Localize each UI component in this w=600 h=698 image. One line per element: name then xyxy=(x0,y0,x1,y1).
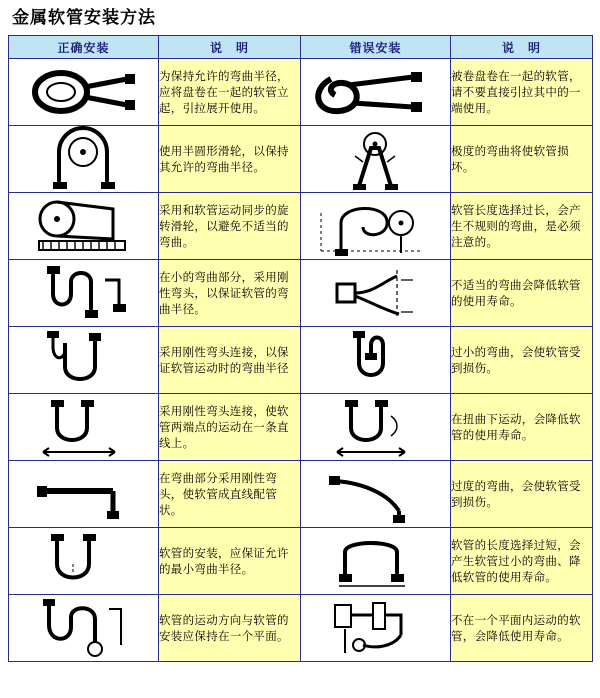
wrong-illustration-cell xyxy=(301,461,451,528)
wrong-illustration-cell xyxy=(301,126,451,193)
table-row xyxy=(9,260,593,327)
correct-description: 使用半圆形滑轮，以保持其允许的弯曲半径。 xyxy=(159,126,301,193)
wrong-illustration-cell xyxy=(301,595,451,662)
header-wrong-install: 错误安装 xyxy=(301,36,451,59)
wrong-illustration-cell xyxy=(301,260,451,327)
correct-illustration-cell xyxy=(9,327,159,394)
out-of-plane-motion-icon xyxy=(301,595,449,661)
correct-illustration-cell xyxy=(9,461,159,528)
correct-description: 软管的安装，应保证允许的最小弯曲半径。 xyxy=(159,528,301,595)
correct-description: 在弯曲部分采用刚性弯头，使软管成直线配管状。 xyxy=(159,461,301,528)
coiled-hose-pulled-icon xyxy=(301,59,449,125)
wrong-description: 在扭曲下运动，会降低软管的使用寿命。 xyxy=(451,394,593,461)
correct-description: 在小的弯曲部分，采用刚性弯头，以保证软管的弯曲半径。 xyxy=(159,260,301,327)
rigid-elbow-connection-icon xyxy=(9,327,157,393)
min-bend-radius-install-icon xyxy=(9,528,157,594)
table-body xyxy=(9,59,593,662)
correct-illustration-cell xyxy=(9,126,159,193)
correct-illustration-cell xyxy=(9,394,159,461)
table-row xyxy=(9,59,593,126)
table-row xyxy=(9,461,593,528)
wrong-illustration-cell xyxy=(301,59,451,126)
correct-description: 采用刚性弯头连接，以保证软管运动时的弯曲半径 xyxy=(159,327,301,394)
rotating-sheave-chain-icon xyxy=(9,193,157,259)
sharp-bend-sheave-icon xyxy=(301,126,449,192)
table-row xyxy=(9,595,593,662)
rigid-bend-small-radius-icon xyxy=(9,260,157,326)
wrong-description: 过小的弯曲，会使软管受到损伤。 xyxy=(451,327,593,394)
correct-description: 采用刚性弯头连接，使软管两端点的运动在一条直线上。 xyxy=(159,394,301,461)
wrong-illustration-cell xyxy=(301,327,451,394)
wrong-description: 软管长度选择过长，会产生不规则的弯曲，是必须注意的。 xyxy=(451,193,593,260)
wrong-description: 不适当的弯曲会降低软管的使用寿命。 xyxy=(451,260,593,327)
long-hose-loop-icon xyxy=(301,193,449,259)
excessive-bend-icon xyxy=(301,461,449,527)
correct-description: 采用和软管运动同步的旋转滑轮，以避免不适当的弯曲。 xyxy=(159,193,301,260)
improper-bend-icon xyxy=(301,260,449,326)
table-row xyxy=(9,327,593,394)
header-row xyxy=(9,36,593,59)
semicircular-sheave-icon xyxy=(9,126,157,192)
wrong-description: 软管的长度选择过短，会产生软管过小的弯曲、降低软管的使用寿命。 xyxy=(451,528,593,595)
header-correct-desc: 说 明 xyxy=(159,36,301,59)
correct-description: 软管的运动方向与软管的安装应保持在一个平面。 xyxy=(159,595,301,662)
twisting-motion-icon xyxy=(301,394,449,460)
coiled-hose-icon xyxy=(9,59,157,125)
wrong-illustration-cell xyxy=(301,528,451,595)
wrong-description: 极度的弯曲将使软管损坏。 xyxy=(451,126,593,193)
correct-description: 为保持允许的弯曲半径，应将盘卷在一起的软管立起，引拉展开使用。 xyxy=(159,59,301,126)
wrong-illustration-cell xyxy=(301,193,451,260)
wrong-description: 过度的弯曲，会使软管受到损伤。 xyxy=(451,461,593,528)
correct-illustration-cell xyxy=(9,528,159,595)
same-plane-motion-icon xyxy=(9,595,157,661)
correct-illustration-cell xyxy=(9,595,159,662)
over-long-hose-icon xyxy=(301,528,449,594)
header-wrong-desc: 说 明 xyxy=(451,36,593,59)
straight-pipe-elbow-icon xyxy=(9,461,157,527)
too-small-bend-icon xyxy=(301,327,449,393)
hose-installation-table xyxy=(8,35,593,662)
wrong-description: 被卷盘卷在一起的软管，请不要直接引拉其中的一端使用。 xyxy=(451,59,593,126)
header-correct-install: 正确安装 xyxy=(9,36,159,59)
page-title: 金属软管安装方法 xyxy=(12,8,156,28)
table-row xyxy=(9,193,593,260)
table-row xyxy=(9,394,593,461)
table-row xyxy=(9,126,593,193)
wrong-description: 不在一个平面内运动的软管，会降低使用寿命。 xyxy=(451,595,593,662)
straight-line-motion-icon xyxy=(9,394,157,460)
table-header xyxy=(9,36,593,59)
correct-illustration-cell xyxy=(9,260,159,327)
wrong-illustration-cell xyxy=(301,394,451,461)
table-row xyxy=(9,528,593,595)
correct-illustration-cell xyxy=(9,193,159,260)
correct-illustration-cell xyxy=(9,59,159,126)
